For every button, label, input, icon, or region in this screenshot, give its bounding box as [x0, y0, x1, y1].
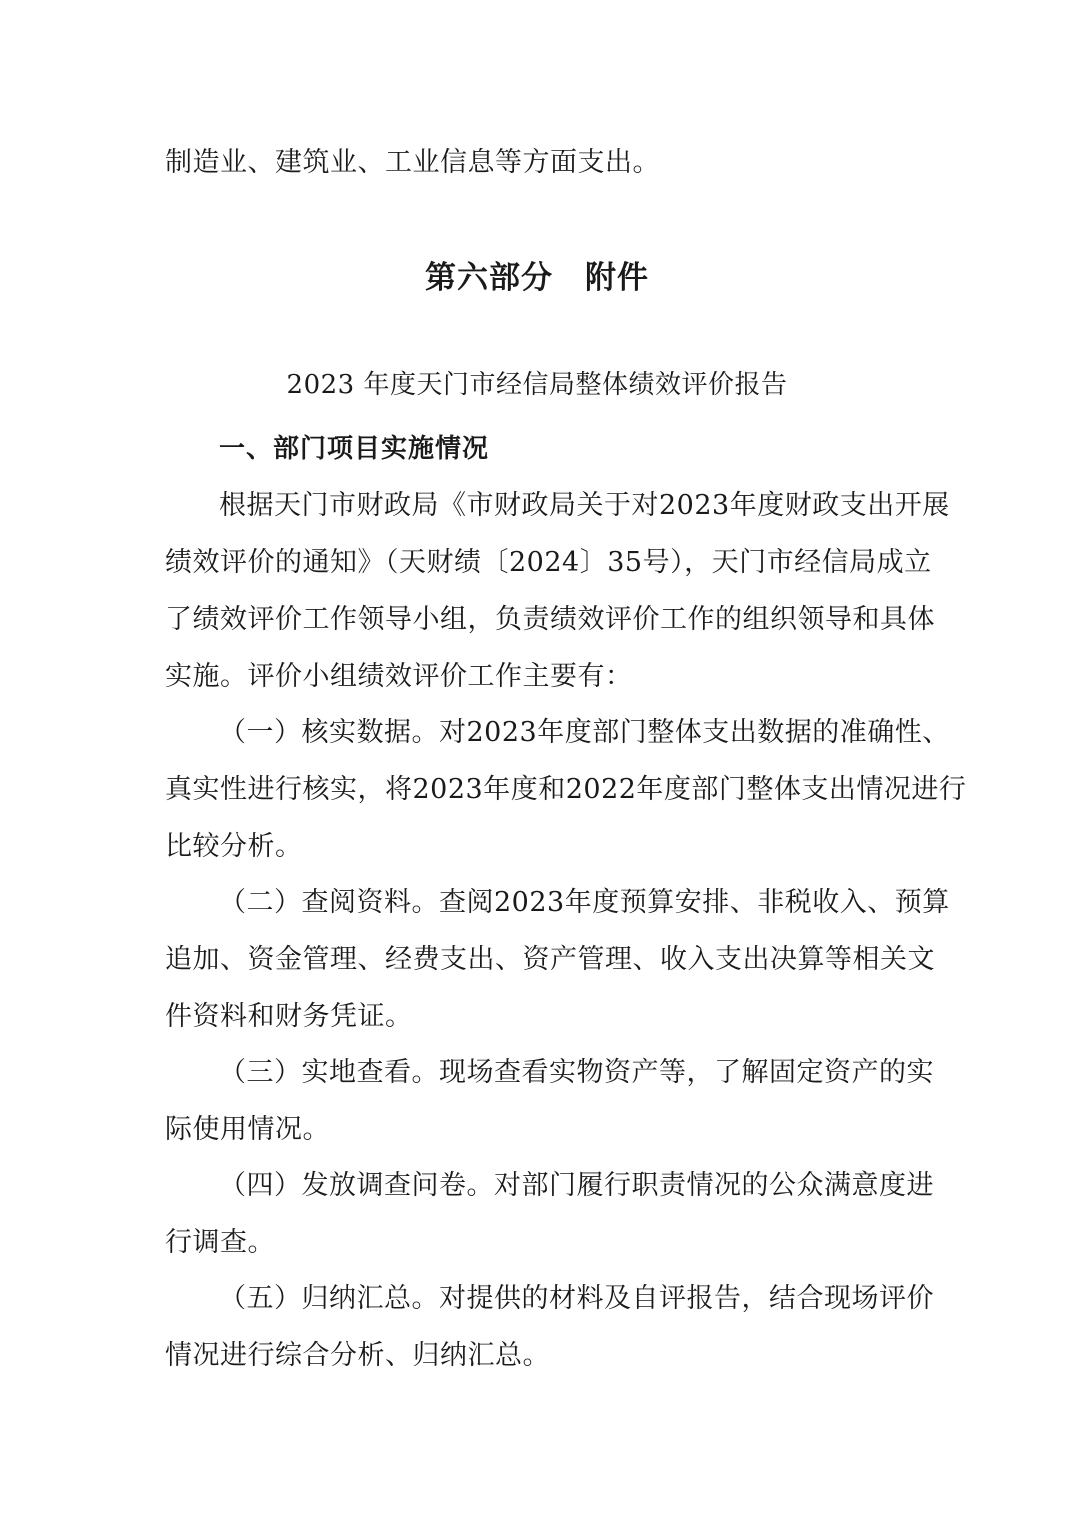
paragraph-1-line-2: 绩效评价的通知》（天财绩〔2024〕35号），天门市经信局成立: [165, 547, 932, 578]
paragraph-1-line-1: 根据天门市财政局《市财政局关于对2023年度财政支出开展: [219, 490, 950, 521]
section-heading: 一、部门项目实施情况: [219, 434, 490, 464]
paragraph-6-line-2: 情况进行综合分析、归纳汇总。: [165, 1340, 550, 1371]
paragraph-4-line-2: 际使用情况。: [165, 1114, 330, 1145]
paragraph-3-line-3: 件资料和财务凭证。: [165, 1001, 413, 1032]
top-fragment-line: 制造业、建筑业、工业信息等方面支出。: [165, 147, 660, 178]
paragraph-2-line-2: 真实性进行核实，将2023年度和2022年度部门整体支出情况进行: [165, 774, 967, 805]
paragraph-3-line-1: （二）查阅资料。查阅2023年度预算安排、非税收入、预算: [219, 887, 950, 918]
paragraph-5-line-1: （四）发放调查问卷。对部门履行职责情况的公众满意度进: [219, 1170, 934, 1201]
paragraph-1-line-4: 实施。评价小组绩效评价工作主要有：: [165, 661, 633, 692]
paragraph-2-line-1: （一）核实数据。对2023年度部门整体支出数据的准确性、: [219, 717, 950, 748]
paragraph-4-line-1: （三）实地查看。现场查看实物资产等，了解固定资产的实: [219, 1057, 934, 1088]
paragraph-5-line-2: 行调查。: [165, 1227, 275, 1258]
paragraph-2-line-3: 比较分析。: [165, 831, 303, 862]
report-title: 2023 年度天门市经信局整体绩效评价报告: [286, 370, 788, 400]
part-title: 第六部分 附件: [425, 260, 649, 296]
paragraph-3-line-2: 追加、资金管理、经费支出、资产管理、收入支出决算等相关文: [165, 944, 935, 975]
paragraph-6-line-1: （五）归纳汇总。对提供的材料及自评报告，结合现场评价: [219, 1283, 934, 1314]
paragraph-1-line-3: 了绩效评价工作领导小组，负责绩效评价工作的组织领导和具体: [165, 604, 935, 635]
